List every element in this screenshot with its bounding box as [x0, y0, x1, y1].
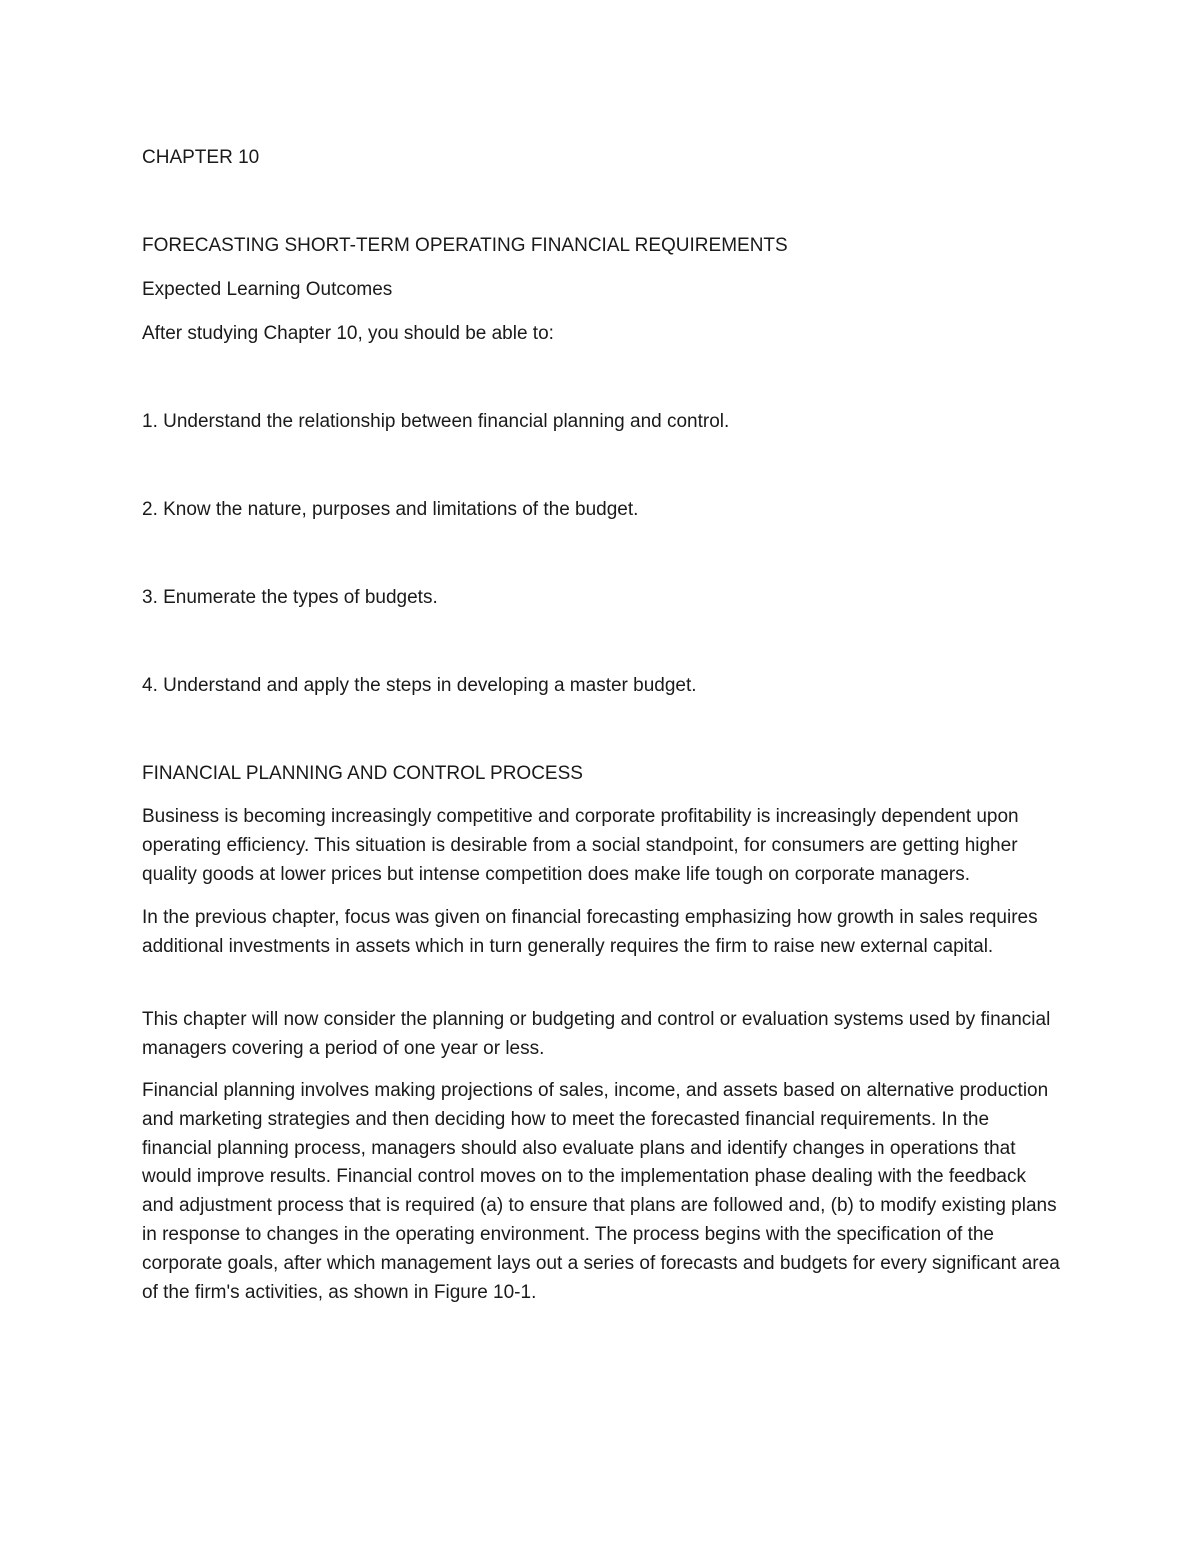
- section-heading: FINANCIAL PLANNING AND CONTROL PROCESS: [142, 763, 583, 784]
- paragraph-1: Business is becoming increasingly competitive and corporate profitability is increasingly dependent upon operating efficiency. This situation is desirable from a social standpoint, for consumers are getting higher quality goods at lower prices but intense competition does make life tough on corporate managers.: [142, 806, 1019, 885]
- chapter-title: FORECASTING SHORT-TERM OPERATING FINANCIAL REQUIREMENTS: [142, 235, 788, 256]
- outcome-item-3: 3. Enumerate the types of budgets.: [142, 587, 438, 608]
- outcome-item-4: 4. Understand and apply the steps in developing a master budget.: [142, 675, 697, 696]
- chapter-label: CHAPTER 10: [142, 147, 260, 168]
- outcomes-heading: Expected Learning Outcomes: [142, 279, 393, 300]
- outcome-item-2: 2. Know the nature, purposes and limitations of the budget.: [142, 499, 639, 520]
- outcomes-intro: After studying Chapter 10, you should be able to:: [142, 323, 554, 344]
- paragraph-4: Financial planning involves making projections of sales, income, and assets based on alternative production and marketing strategies and then deciding how to meet the forecasted financial requirements. In the financial planning process, managers should also evaluate plans and identify changes in operations that would improve results. Financial control moves on to the implementation phase dealing with the feedback and adjustment process that is required (a) to ensure that plans are followed and, (b) to modify existing plans in response to changes in the operating environment. The process begins with the specification of the corporate goals, after which management lays out a series of forecasts and budgets for every significant area of the firm's activities, as shown in Figure 10-1.: [142, 1080, 1060, 1303]
- paragraph-3: This chapter will now consider the planning or budgeting and control or evaluation systems used by financial managers covering a period of one year or less.: [142, 1009, 1051, 1059]
- paragraph-2: In the previous chapter, focus was given on financial forecasting emphasizing how growth in sales requires additional investments in assets which in turn generally requires the firm to raise new external capital.: [142, 907, 1038, 957]
- outcome-item-1: 1. Understand the relationship between financial planning and control.: [142, 411, 730, 432]
